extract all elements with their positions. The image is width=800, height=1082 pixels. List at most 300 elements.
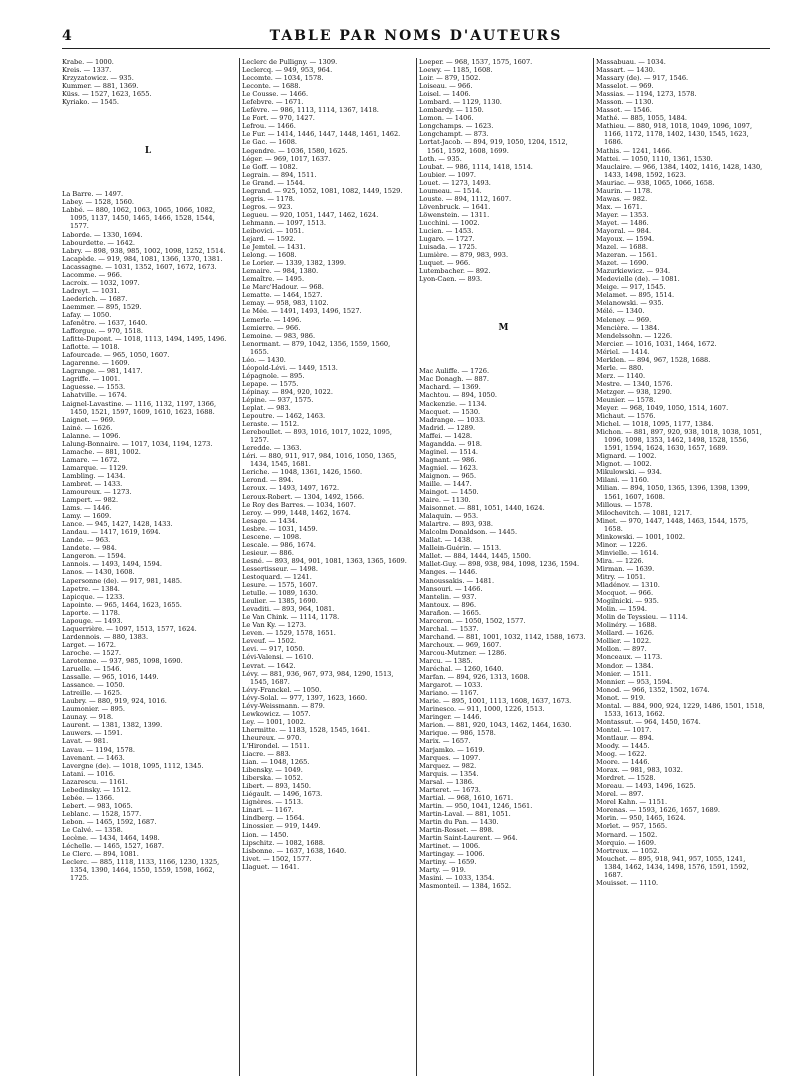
index-entry: Marique. — 986, 1578.: [419, 729, 496, 738]
index-entry: Lévy-Franckel. — 1050.: [242, 685, 322, 694]
index-entry: Mollier. — 1022.: [596, 637, 652, 646]
index-entry: Léger. — 969, 1017, 1637.: [242, 154, 331, 163]
index-entry: Liberska. — 1052.: [242, 774, 303, 783]
index-entry: Minvielle. — 1614.: [596, 548, 659, 557]
index-entry: Malaquin. — 953.: [419, 512, 479, 521]
index-entry: Mariano. — 1167.: [419, 689, 479, 698]
index-entry: Lépagnole. — 895.: [242, 371, 305, 380]
index-entry: Lambling. — 1434.: [62, 471, 126, 480]
index-entry: Lapetre. — 1384.: [62, 584, 120, 593]
index-entry: Masselot. — 969.: [596, 82, 654, 91]
index-entry: Morax. — 981, 983, 1032.: [596, 766, 683, 775]
index-entry: Mignot. — 1002.: [596, 460, 652, 469]
index-entry: Mestre. — 1340, 1576.: [596, 379, 673, 388]
index-entry: Lassance. — 1050.: [62, 681, 125, 690]
index-entry: Magnant. — 986.: [419, 455, 477, 464]
index-entry: Levi. — 917, 1050.: [242, 645, 305, 654]
index-entry: Le Fort. — 970, 1427.: [242, 114, 315, 123]
index-columns: [62, 58, 770, 1076]
index-entry: Lebée. — 1366.: [62, 793, 115, 802]
index-entry: Lafenêtre. — 1637, 1640.: [62, 319, 148, 328]
index-entry: Louet. — 1273, 1493.: [419, 178, 491, 187]
index-entry: Lehmann. — 1097, 1513.: [242, 218, 326, 227]
index-entry: Lomon. — 1406.: [419, 114, 474, 123]
index-entry: Lauwers. — 1591.: [62, 729, 123, 738]
index-entry: Mollard. — 1626.: [596, 629, 655, 638]
index-entry: Mac Donagh. — 887.: [419, 375, 489, 384]
index-entry: Lereboullet. — 893, 1016, 1017, 1022, 1095, 1257.: [242, 428, 392, 445]
index-entry: Laflotte. — 1018.: [62, 343, 120, 352]
index-entry: Leveuf. — 1502.: [242, 637, 297, 646]
index-entry: Mackenzie. — 1134.: [419, 399, 487, 408]
index-entry: Lamare. — 1672.: [62, 455, 120, 464]
index-entry: Monceaux. — 1173.: [596, 653, 663, 662]
index-entry: Mallet. — 884, 1444, 1445, 1500.: [419, 552, 531, 561]
index-entry: Meleney. — 969.: [596, 315, 652, 324]
index-entry: Ley. — 1001, 1002.: [242, 717, 306, 726]
index-entry: Mantoux. — 896.: [419, 600, 477, 609]
index-entry: Lemaire. — 984, 1380.: [242, 267, 319, 276]
index-entry: Liégault. — 1496, 1673.: [242, 790, 323, 799]
index-entry: Leclerc. — 885, 1118, 1133, 1166, 1230, 1325, 1354, 1390, 1464, 1550, 1559, 1598, 1662, 1725.: [62, 858, 220, 883]
index-entry: Montassut. — 964, 1450, 1674.: [596, 717, 701, 726]
index-entry: Mazeran. — 1561.: [596, 251, 658, 260]
index-entry: Lhermitte. — 1183, 1528, 1545, 1641.: [242, 725, 370, 734]
index-entry: Mercier. — 1016, 1031, 1464, 1672.: [596, 339, 717, 348]
index-entry: Meige. — 917, 1545.: [596, 283, 666, 292]
index-entry: Madrange. — 1033.: [419, 415, 486, 424]
index-entry: Marchoux. — 969, 1607.: [419, 640, 502, 649]
index-entry: Marteret. — 1673.: [419, 785, 481, 794]
index-entry: Lipschitz. — 1082, 1688.: [242, 838, 325, 847]
index-entry: Lamache. — 881, 1002.: [62, 447, 141, 456]
index-entry: Leclerc de Pulligny. — 1309.: [242, 58, 338, 66]
index-entry: Millous. — 1578.: [596, 500, 653, 509]
index-entry: Milian. — 894, 1050, 1365, 1396, 1398, 1399, 1561, 1607, 1608.: [596, 484, 750, 501]
index-entry: Monod. — 966, 1352, 1502, 1674.: [596, 685, 710, 694]
index-entry: Loubier. — 1097.: [419, 170, 477, 179]
index-entry: Lamoureux. — 1273.: [62, 488, 132, 497]
index-entry: Mondor. — 1384.: [596, 661, 654, 670]
index-entry: Martin. — 950, 1041, 1246, 1561.: [419, 801, 533, 810]
index-entry: Leroy. — 999, 1448, 1462, 1674.: [242, 508, 351, 517]
index-entry: Meunier. — 1578.: [596, 395, 656, 404]
index-entry: Milochevitch. — 1081, 1217.: [596, 508, 692, 517]
index-entry: Kyriako. — 1545.: [62, 98, 120, 107]
index-entry: Mocquot. — 966.: [596, 589, 654, 598]
index-entry: Meyer. — 968, 1049, 1050, 1514, 1607.: [596, 404, 729, 413]
index-entry: Mazet. — 1690.: [596, 259, 649, 268]
index-entry: Lacassagne. — 1031, 1352, 1607, 1672, 1673.: [62, 262, 217, 271]
index-entry: Montlaur. — 894.: [596, 733, 654, 742]
index-entry: Le Mée. — 1491, 1493, 1496, 1527.: [242, 307, 362, 316]
index-entry: Monnier. — 953, 1594.: [596, 677, 673, 686]
header-rule: [62, 48, 770, 49]
index-entry: Le Van Ky. — 1273.: [242, 621, 306, 630]
index-entry: Loisel. — 1406.: [419, 90, 471, 99]
index-entry: Lévy-Weissmann. — 879.: [242, 701, 325, 710]
index-entry: Labourdette. — 1642.: [62, 238, 135, 247]
index-entry: Mauriac. — 938, 1065, 1066, 1658.: [596, 178, 715, 187]
index-entry: Manges. — 1446.: [419, 568, 478, 577]
index-entry: Loeper. — 968, 1537, 1575, 1607.: [419, 58, 533, 66]
index-entry: Massias. — 1194, 1273, 1578.: [596, 90, 697, 99]
index-entry: Laborde. — 1330, 1694.: [62, 230, 143, 239]
index-entry: Lebert. — 983, 1065.: [62, 801, 133, 810]
index-entry: Lévy-Solal. — 977, 1397, 1623, 1660.: [242, 693, 368, 702]
index-entry: Leclercq. — 949, 953, 964.: [242, 66, 333, 75]
index-entry: Lesné. — 893, 894, 901, 1081, 1363, 1365, 1609.: [242, 556, 407, 565]
page-header: [62, 28, 770, 50]
index-entry: Mouisset. — 1110.: [596, 878, 659, 887]
index-entry: Levaditi. — 893, 964, 1081.: [242, 605, 335, 614]
index-entry: Lescale. — 986, 1674.: [242, 540, 316, 549]
index-entry: Lagarenne. — 1609.: [62, 359, 130, 368]
index-entry: Lefrou. — 1466.: [242, 122, 296, 131]
index-entry: Max. — 1671.: [596, 202, 643, 211]
index-entry: Lesbre. — 1031, 1459.: [242, 524, 318, 533]
index-entry: Leredde. — 1363.: [242, 444, 302, 453]
index-entry: Legris. — 1178.: [242, 194, 295, 203]
index-entry: Kummer. — 881, 1369.: [62, 82, 139, 91]
index-entry: Merklen. — 894, 967, 1528, 1688.: [596, 355, 711, 364]
index-entry: Mac Auliffe. — 1726.: [419, 367, 490, 376]
index-entry: Marsal. — 1386.: [419, 777, 475, 786]
index-entry: Laroche. — 1527.: [62, 648, 122, 657]
index-entry: Mallein-Guérin. — 1513.: [419, 544, 502, 553]
page-title: TABLE PAR NOMS D'AUTEURS: [269, 28, 563, 44]
index-entry: Le Van Chink. — 1114, 1178.: [242, 613, 340, 622]
index-entry: Lignères. — 1513.: [242, 798, 304, 807]
index-entry: Merz. — 1140.: [596, 371, 646, 380]
index-entry: Lejard. — 1592.: [242, 235, 296, 244]
index-entry: Lian. — 1048, 1265.: [242, 758, 310, 767]
section-letter: L: [144, 146, 152, 157]
index-entry: Lagrange. — 981, 1417.: [62, 367, 143, 376]
index-entry: Lalanne. — 1096.: [62, 431, 121, 440]
index-entry: Mathé. — 885, 1055, 1484.: [596, 114, 687, 123]
index-entry: Lacroix. — 1032, 1097.: [62, 278, 140, 287]
index-entry: Löwenstein. — 1311.: [419, 210, 490, 219]
index-entry: Minkowski. — 1001, 1002.: [596, 532, 685, 541]
index-entry: Leroux. — 1493, 1497, 1672.: [242, 484, 340, 493]
index-entry: Lövenbruck. — 1641.: [419, 202, 491, 211]
index-entry: Lelong. — 1608.: [242, 251, 297, 260]
index-entry: Lefebvre. — 1671.: [242, 98, 304, 107]
index-entry: Martin Saint-Laurent. — 964.: [419, 834, 518, 843]
index-entry: Léri. — 880, 911, 917, 984, 1016, 1050, 1365, 1434, 1545, 1681.: [242, 452, 397, 469]
index-entry: L'Hirondel. — 1511.: [242, 741, 310, 750]
index-entry: Legueu. — 920, 1051, 1447, 1462, 1624.: [242, 210, 379, 219]
index-entry: Loth. — 935.: [419, 154, 462, 163]
index-entry: Lheureux. — 970.: [242, 733, 302, 742]
index-entry: Morel Kahn. — 1151.: [596, 798, 668, 807]
index-entry: Molin. — 1594.: [596, 605, 647, 614]
index-entry: Molin de Teyssieu. — 1114.: [596, 613, 688, 622]
index-entry: Marquis. — 1354.: [419, 769, 479, 778]
index-entry: Kreis. — 1337.: [62, 66, 112, 75]
index-entry: Milani. — 1160.: [596, 476, 650, 485]
index-entry: Krabe. — 1000.: [62, 58, 114, 66]
index-entry: Margarot. — 1033.: [419, 681, 483, 690]
index-entry: Martin-Laval. — 881, 1051.: [419, 809, 511, 818]
index-entry: Metzger. — 938, 1290.: [596, 387, 672, 396]
index-entry: Leconte. — 1688.: [242, 82, 301, 91]
index-entry: Mirman. — 1639.: [596, 564, 655, 573]
index-entry: Morlet. — 957, 1565.: [596, 822, 668, 831]
index-entry: Mencière. — 1384.: [596, 323, 660, 332]
index-entry: Lapointe. — 965, 1464, 1623, 1655.: [62, 600, 182, 609]
index-entry: Longchampt. — 873.: [419, 130, 489, 139]
index-entry: Lesieur. — 886.: [242, 548, 294, 557]
index-entry: Martin-Rosset. — 898.: [419, 825, 494, 834]
index-entry: Mauclaire. — 966, 1384, 1402, 1416, 1428, 1430, 1433, 1498, 1592, 1623.: [596, 162, 763, 179]
index-entry: Landete. — 984.: [62, 544, 117, 553]
index-entry: Michon. — 881, 897, 920, 938, 1018, 1038, 1051, 1096, 1098, 1353, 1462, 1498, 1528, 1556, 1591, 1594, 1624, 1630, 1657, 1689.: [596, 428, 762, 453]
index-entry: Montel. — 1017.: [596, 725, 652, 734]
index-entry: Laporte. — 1178.: [62, 608, 120, 617]
index-entry: Madrid. — 1289.: [419, 423, 476, 432]
index-entry: Marjamko. — 1619.: [419, 745, 485, 754]
index-entry: Lindberg. — 1564.: [242, 814, 305, 823]
index-entry: Mira. — 1226.: [596, 556, 644, 565]
index-entry: Mallet-Guy. — 898, 938, 984, 1098, 1236, 1594.: [419, 560, 580, 569]
index-entry: Masson. — 1130.: [596, 98, 654, 107]
index-entry: Lacomme. — 966.: [62, 270, 122, 279]
index-entry: Leblanc. — 1528, 1577.: [62, 809, 142, 818]
index-entry: Maisonnet. — 881, 1051, 1440, 1624.: [419, 504, 545, 513]
index-entry: Léchelle. — 1465, 1527, 1687.: [62, 842, 164, 851]
index-entry: Llaguet. — 1641.: [242, 862, 300, 871]
index-entry: Martial. — 968, 1610, 1671.: [419, 793, 514, 802]
index-entry: Léo. — 1430.: [242, 355, 286, 364]
index-entry: Lematte. — 1464, 1527.: [242, 291, 323, 300]
index-entry: Martingay. — 1006.: [419, 850, 485, 859]
index-entry: Levrat. — 1642.: [242, 661, 296, 670]
index-entry: Lambret. — 1433.: [62, 479, 123, 488]
index-entry: Leibovici. — 1051.: [242, 226, 304, 235]
index-entry: Molinéry. — 1688.: [596, 621, 657, 630]
index-entry: Maurin. — 1178.: [596, 186, 653, 195]
index-entry: Maréchal. — 1260, 1640.: [419, 665, 504, 674]
index-entry: Lanos. — 1430, 1608.: [62, 568, 135, 577]
index-entry: Lainé. — 1626.: [62, 423, 113, 432]
index-entry: Lévi-Valensi. — 1610.: [242, 653, 314, 662]
index-entry: Marion. — 881, 920, 1043, 1462, 1464, 1630.: [419, 721, 572, 730]
section-letter: M: [498, 323, 509, 334]
index-entry: Mikulowski. — 934.: [596, 468, 662, 477]
index-entry: Loubat. — 986, 1114, 1418, 1514.: [419, 162, 533, 171]
index-entry: Lamy. — 1609.: [62, 512, 112, 521]
index-entry: Lévy. — 881, 936, 967, 973, 984, 1290, 1513, 1545, 1687.: [242, 669, 394, 686]
index-entry: Mayoral. — 984.: [596, 226, 652, 235]
index-entry: Lemierre. — 966.: [242, 323, 301, 332]
index-entry: Martin du Pan. — 1430.: [419, 817, 499, 826]
index-entry: Machard. — 1369.: [419, 383, 481, 392]
index-entry: Massary (de). — 917, 1546.: [596, 74, 689, 83]
index-entry: Mawas. — 982.: [596, 194, 648, 203]
index-entry: Leven. — 1529, 1578, 1651.: [242, 629, 336, 638]
index-entry: Loumeau. — 1514.: [419, 186, 482, 195]
index-entry: Marañon. — 1665.: [419, 608, 481, 617]
index-entry: Lessertisseur. — 1498.: [242, 564, 318, 573]
index-entry: Linossier. — 919, 1449.: [242, 822, 321, 831]
index-entry: Lefèvre. — 986, 1113, 1114, 1367, 1418.: [242, 106, 379, 115]
index-entry: Lugaro. — 1727.: [419, 235, 475, 244]
index-entry: Manoussakis. — 1481.: [419, 576, 495, 585]
index-entry: Legrand. — 925, 1052, 1081, 1082, 1449, 1529.: [242, 186, 403, 195]
index-entry: Latani. — 1016.: [62, 769, 116, 778]
index-entry: Mazurkiewicz. — 934.: [596, 267, 671, 276]
index-entry: Livet. — 1502, 1577.: [242, 854, 312, 863]
index-entry: Maille. — 1447.: [419, 479, 472, 488]
index-entry: Morquio. — 1609.: [596, 838, 657, 847]
index-entry: Lucchini. — 1002.: [419, 218, 480, 227]
index-entry: Moog. — 1622.: [596, 750, 647, 759]
index-entry: Maginel. — 1514.: [419, 447, 479, 456]
index-entry: Lutembacher. — 892.: [419, 267, 491, 276]
index-entry: Lucien. — 1453.: [419, 226, 474, 235]
index-entry: Masini. — 1033, 1354.: [419, 874, 495, 883]
index-entry: Martiny. — 1659.: [419, 858, 477, 867]
index-entry: Machtou. — 894, 1050.: [419, 391, 498, 400]
index-entry: Lafitte-Dupont. — 1018, 1113, 1494, 1495, 1496.: [62, 335, 227, 344]
index-entry: Laemmer. — 895, 1529.: [62, 302, 142, 311]
index-entry: Lavergne (de). — 1018, 1095, 1112, 1345.: [62, 761, 204, 770]
index-entry: Lassalle. — 965, 1016, 1449.: [62, 673, 159, 682]
index-entry: Lardennois. — 880, 1383.: [62, 632, 149, 641]
index-entry: Macquet. — 1530.: [419, 407, 481, 416]
page-number: 4: [62, 28, 72, 44]
index-entry: Mantelin. — 937.: [419, 592, 477, 601]
index-entry: Laignet. — 969.: [62, 415, 116, 424]
index-entry: Larotenne. — 937, 985, 1098, 1690.: [62, 657, 183, 665]
index-entry: Laubry. — 880, 919, 924, 1016.: [62, 697, 167, 706]
index-entry: Labry. — 898, 938, 985, 1002, 1098, 1252, 1514.: [62, 246, 226, 255]
index-entry: Melamet. — 895, 1514.: [596, 291, 675, 300]
index-entry: Mansouri. — 1466.: [419, 584, 483, 593]
index-entry: Leraste. — 1512.: [242, 420, 300, 429]
index-entry: Moore. — 1446.: [596, 758, 650, 767]
index-entry: Morenas. — 1593, 1626, 1657, 1689.: [596, 806, 721, 815]
index-entry: Le Goff. — 1082.: [242, 162, 298, 171]
index-entry: Marinesco. — 911, 1000, 1226, 1513.: [419, 705, 545, 714]
index-entry: Malcolm Donaldson. — 1445.: [419, 528, 518, 537]
index-entry: Monier. — 1511.: [596, 669, 652, 678]
index-column: [239, 58, 416, 1076]
index-entry: Lafay. — 1050.: [62, 310, 112, 319]
index-entry: Marcou-Mutzner. — 1286.: [419, 648, 507, 657]
index-entry: Maingot. — 1450.: [419, 488, 479, 497]
index-entry: Marceron. — 1050, 1502, 1577.: [419, 616, 526, 625]
index-entry: Mornard. — 1502.: [596, 830, 658, 839]
index-entry: Lescene. — 1098.: [242, 532, 302, 541]
index-entry: Mollon. — 897.: [596, 645, 647, 654]
index-entry: Lavenant. — 1463.: [62, 753, 125, 762]
index-entry: Melanowski. — 935.: [596, 299, 664, 308]
index-entry: Maffei. — 1428.: [419, 431, 473, 440]
index-entry: Lemerle. — 1496.: [242, 315, 302, 324]
index-entry: Mogilnicki. — 935.: [596, 597, 659, 606]
index-entry: Mendelssohn. — 1226.: [596, 331, 673, 340]
index-entry: Masmonteil. — 1384, 1652.: [419, 882, 512, 891]
index-entry: Laurent. — 1381, 1382, 1399.: [62, 721, 163, 730]
index-entry: Lecène. — 1434, 1464, 1498.: [62, 834, 160, 843]
index-entry: Marie. — 895, 1001, 1113, 1608, 1637, 1673.: [419, 697, 572, 706]
index-entry: Léopold-Lévi. — 1449, 1513.: [242, 363, 338, 372]
index-entry: Mazel. — 1688.: [596, 243, 648, 252]
index-entry: Marques. — 1097.: [419, 753, 481, 762]
index-entry: Mériel. — 1414.: [596, 347, 650, 356]
index-entry: Massart. — 1430.: [596, 66, 655, 75]
index-entry: Luisada. — 1725.: [419, 243, 477, 252]
index-entry: Liacre. — 883.: [242, 750, 291, 759]
index-entry: Massabuau. — 1034.: [596, 58, 666, 66]
index-entry: Lebon. — 1465, 1592, 1687.: [62, 817, 157, 826]
index-entry: Marfan. — 894, 926, 1313, 1608.: [419, 673, 530, 682]
index-column: [62, 58, 239, 1076]
index-entry: Maignon. — 965.: [419, 471, 477, 480]
index-entry: Lumière. — 879, 983, 993.: [419, 251, 509, 260]
index-entry: Mayoux. — 1594.: [596, 235, 655, 244]
index-entry: Lazarescu. — 1161.: [62, 777, 128, 786]
index-entry: Le Jemtel. — 1431.: [242, 243, 306, 252]
index-entry: Mayer. — 1353.: [596, 210, 649, 219]
index-entry: Loewy. — 1185, 1608.: [419, 66, 493, 75]
index-entry: Marty. — 919.: [419, 866, 466, 875]
index-entry: Lemaître. — 1495.: [242, 275, 305, 284]
index-entry: Mouchet. — 895, 918, 941, 957, 1055, 1241, 1384, 1462, 1434, 1498, 1576, 1591, 1592, 1687.: [596, 854, 749, 879]
index-entry: Mallat. — 1438.: [419, 536, 473, 545]
index-entry: Landau. — 1417, 1619, 1694.: [62, 528, 161, 537]
index-entry: Labbé. — 880, 1062, 1063, 1065, 1066, 1082, 1095, 1137, 1450, 1465, 1466, 1528, 1544, 1577.: [62, 206, 216, 231]
index-entry: Lyon-Caen. — 893.: [419, 275, 483, 284]
index-entry: Lavau. — 1194, 1578.: [62, 745, 135, 754]
index-entry: Latreille. — 1625.: [62, 689, 123, 698]
index-entry: Lapersonne (de). — 917, 981, 1485.: [62, 576, 183, 585]
index-entry: Le Lorier. — 1339, 1382, 1399.: [242, 259, 347, 268]
index-entry: Massot. — 1546.: [596, 106, 652, 115]
index-entry: Magniel. — 1623.: [419, 463, 479, 472]
index-entry: Monot. — 919.: [596, 693, 646, 702]
index-entry: Lacapède. — 919, 984, 1081, 1366, 1370, 1381.: [62, 254, 223, 263]
index-entry: Le Marc'Hadour. — 968.: [242, 283, 324, 292]
index-entry: La Barre. — 1497.: [62, 190, 124, 199]
index-entry: Mathis. — 1241, 1466.: [596, 146, 672, 155]
index-entry: Mordret. — 1528.: [596, 774, 656, 783]
index-entry: Lapicque. — 1233.: [62, 592, 125, 601]
index-entry: Lépine. — 937, 1575.: [242, 395, 314, 404]
index-entry: Lombard. — 1129, 1130.: [419, 98, 502, 107]
index-entry: Laruelle. — 1546.: [62, 665, 122, 674]
index-entry: Lion. — 1450.: [242, 830, 289, 839]
index-entry: Lafourcade. — 965, 1050, 1607.: [62, 351, 170, 360]
index-entry: Mélé. — 1340.: [596, 307, 645, 316]
index-entry: Küss. — 1527, 1623, 1655.: [62, 90, 152, 99]
index-entry: Mitry. — 1051.: [596, 573, 646, 581]
index-entry: Lisbonne. — 1637, 1638, 1640.: [242, 846, 347, 855]
index-entry: Ladreyt. — 1031.: [62, 286, 120, 295]
index-entry: Mortreux. — 1052.: [596, 846, 660, 855]
index-entry: Lahatville. — 1674.: [62, 391, 127, 400]
index-entry: Lavat. — 981.: [62, 737, 109, 746]
index-entry: Lalung-Bonnaire. — 1017, 1034, 1194, 1273.: [62, 439, 213, 448]
index-entry: Michel. — 1018, 1095, 1177, 1384.: [596, 420, 714, 429]
index-entry: Lagriffe. — 1001.: [62, 375, 121, 384]
index-entry: Loir. — 879, 1502.: [419, 74, 481, 83]
index-entry: Legros. — 923.: [242, 202, 293, 211]
index-entry: Lapouge. — 1493.: [62, 616, 123, 625]
